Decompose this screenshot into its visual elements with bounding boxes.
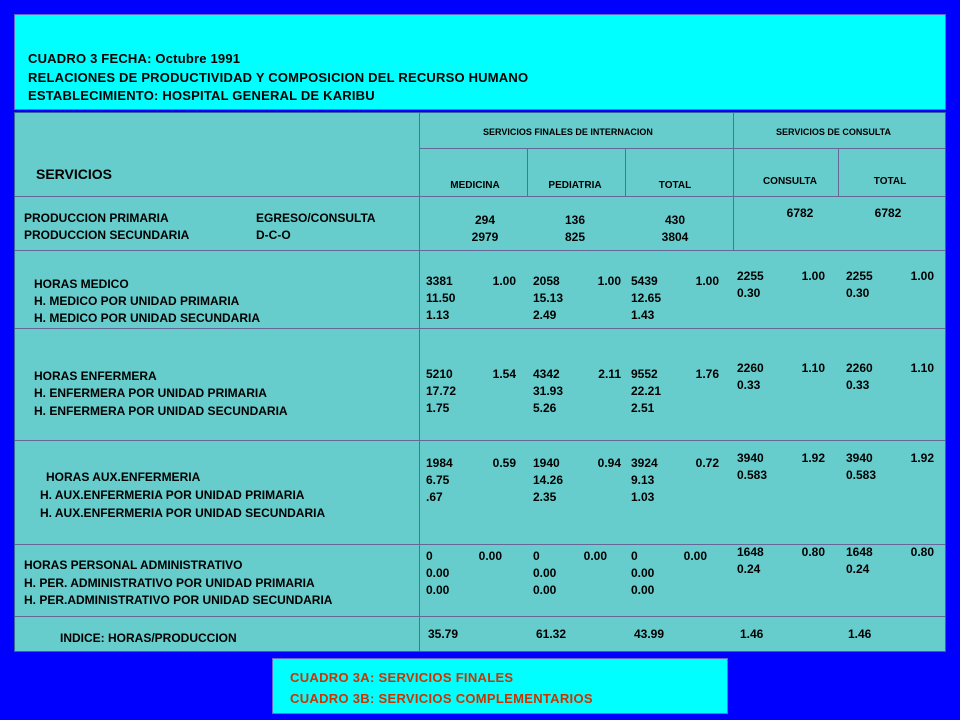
servicios-label: SERVICIOS (36, 166, 112, 182)
cell-total-internacion: 9552 1.76 22.21 2.51 (631, 367, 719, 415)
indice-value: 43.99 (634, 627, 665, 641)
cell-pediatria: 4342 2.11 31.93 5.26 (533, 367, 621, 415)
cell-pediatria: 0 0.00 0.00 0.00 (533, 549, 607, 597)
cell-consulta: 2255 1.00 0.30 (737, 269, 825, 300)
row-label-secundaria: H. PER.ADMINISTRATIVO POR UNIDAD SECUNDARIA (24, 593, 333, 607)
row-label-horas-enfermera: HORAS ENFERMERA (34, 369, 157, 383)
grid-line (15, 196, 945, 197)
produccion-primaria-value: 6782 (786, 206, 814, 220)
grid-line (419, 113, 420, 651)
indice-value: 35.79 (428, 627, 459, 641)
row-label-secundaria: H. AUX.ENFERMERIA POR UNIDAD SECUNDARIA (40, 506, 326, 520)
produccion-secundaria-value: 825 (564, 230, 586, 244)
produccion-primaria-unit: EGRESO/CONSULTA (256, 211, 376, 225)
grid-line (15, 616, 945, 617)
row-label-horas-aux-enfermeria: HORAS AUX.ENFERMERIA (46, 470, 201, 484)
row-label-horas-personal-administrativo: HORAS PERSONAL ADMINISTRATIVO (24, 558, 243, 572)
produccion-primaria-value: 430 (664, 213, 686, 227)
footer-cuadro-3a: CUADRO 3A: SERVICIOS FINALES (290, 670, 514, 685)
cell-total-internacion: 5439 1.00 12.65 1.43 (631, 274, 719, 322)
grid-line (625, 148, 626, 196)
grid-line (733, 113, 734, 251)
produccion-secundaria-unit: D-C-O (256, 228, 291, 242)
footer-cuadro-3b: CUADRO 3B: SERVICIOS COMPLEMENTARIOS (290, 691, 593, 706)
cell-total-internacion: 3924 0.72 9.13 1.03 (631, 456, 719, 504)
indice-value: 61.32 (536, 627, 567, 641)
cell-total-consulta: 1648 0.80 0.24 (846, 545, 934, 576)
row-label-primaria: H. PER. ADMINISTRATIVO POR UNIDAD PRIMARIA (24, 576, 315, 590)
cell-consulta: 2260 1.10 0.33 (737, 361, 825, 392)
column-header-consulta: CONSULTA (762, 176, 818, 187)
grid-line (838, 148, 839, 196)
row-label-secundaria: H. MEDICO POR UNIDAD SECUNDARIA (34, 311, 261, 325)
grid-line (15, 250, 945, 251)
indice-value: 1.46 (740, 627, 764, 641)
produccion-primaria-label: PRODUCCION PRIMARIA (24, 211, 169, 225)
column-header-pediatria: PEDIATRIA (548, 180, 602, 191)
cell-medicina: 5210 1.54 17.72 1.75 (426, 367, 516, 415)
cell-total-consulta: 2255 1.00 0.30 (846, 269, 934, 300)
row-label-primaria: H. MEDICO POR UNIDAD PRIMARIA (34, 294, 240, 308)
cell-total-consulta: 3940 1.92 0.583 (846, 451, 934, 482)
group-header-internacion: SERVICIOS FINALES DE INTERNACION (483, 127, 653, 137)
produccion-primaria-value: 6782 (874, 206, 902, 220)
header-establishment: ESTABLECIMIENTO: HOSPITAL GENERAL DE KARIBU (28, 88, 375, 103)
cell-total-internacion: 0 0.00 0.00 0.00 (631, 549, 707, 597)
indice-value: 1.46 (848, 627, 872, 641)
cell-pediatria: 1940 0.94 14.26 2.35 (533, 456, 621, 504)
header-subtitle: RELACIONES DE PRODUCTIVIDAD Y COMPOSICION DEL RECURSO HUMANO (28, 70, 529, 85)
produccion-primaria-value: 294 (474, 213, 496, 227)
group-header-consulta: SERVICIOS DE CONSULTA (776, 127, 892, 137)
cell-medicina: 3381 1.00 11.50 1.13 (426, 274, 516, 322)
grid-line (15, 328, 945, 329)
row-label-horas-medico: HORAS MEDICO (34, 277, 129, 291)
produccion-primaria-value: 136 (564, 213, 586, 227)
cell-consulta: 3940 1.92 0.583 (737, 451, 825, 482)
grid-line (15, 440, 945, 441)
cell-consulta: 1648 0.80 0.24 (737, 545, 825, 576)
cell-medicina: 0 0.00 0.00 0.00 (426, 549, 502, 597)
grid-line (420, 148, 945, 149)
column-header-total-consulta: TOTAL (873, 176, 907, 187)
column-header-total-internacion: TOTAL (658, 180, 692, 191)
row-label-primaria: H. ENFERMERA POR UNIDAD PRIMARIA (34, 386, 267, 400)
row-label-primaria: H. AUX.ENFERMERIA POR UNIDAD PRIMARIA (40, 488, 305, 502)
cell-pediatria: 2058 1.00 15.13 2.49 (533, 274, 621, 322)
row-label-secundaria: H. ENFERMERA POR UNIDAD SECUNDARIA (34, 404, 288, 418)
produccion-secundaria-value: 3804 (661, 230, 689, 244)
cell-medicina: 1984 0.59 6.75 .67 (426, 456, 516, 504)
produccion-secundaria-label: PRODUCCION SECUNDARIA (24, 228, 190, 242)
cell-total-consulta: 2260 1.10 0.33 (846, 361, 934, 392)
grid-line (527, 148, 528, 196)
produccion-secundaria-value: 2979 (471, 230, 499, 244)
header-title: CUADRO 3 FECHA: Octubre 1991 (28, 51, 241, 66)
column-header-medicina: MEDICINA (450, 180, 500, 191)
indice-label: INDICE: HORAS/PRODUCCION (60, 631, 237, 645)
